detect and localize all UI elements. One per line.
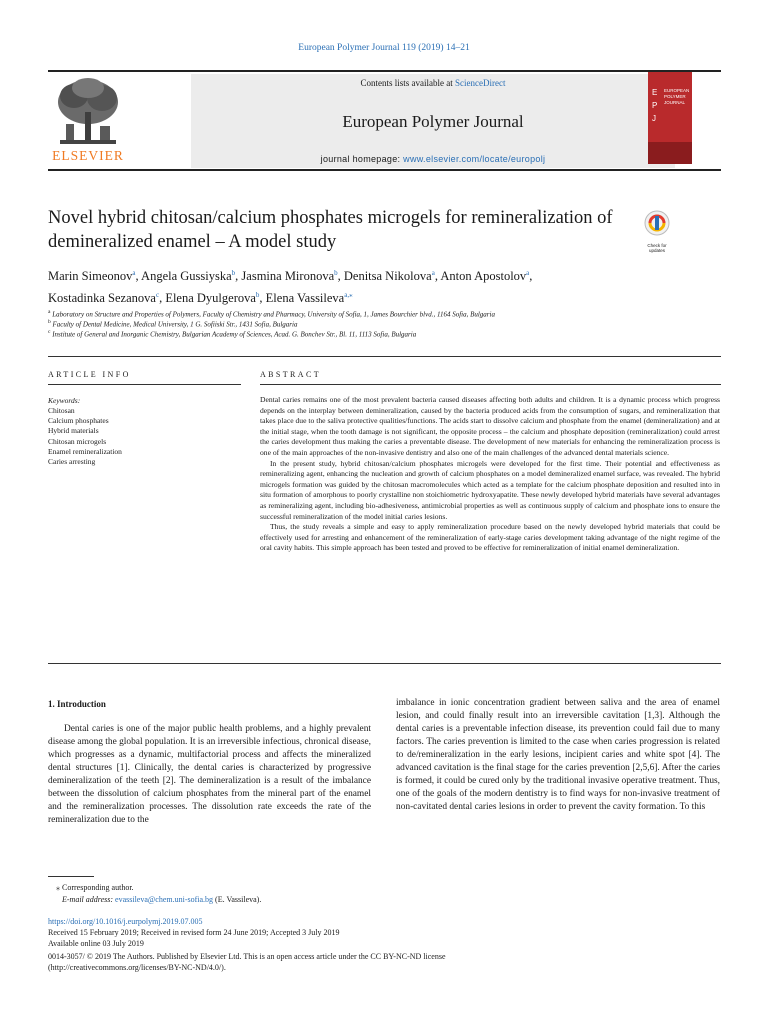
author — [344, 269, 435, 283]
author-name: Denitsa Nikolova — [343, 269, 432, 284]
contents-availability — [191, 78, 675, 88]
author — [440, 269, 529, 283]
footnote-rule — [48, 876, 94, 877]
article-info-heading: ARTICLE INFO — [48, 370, 131, 379]
author-list: Marin Simeonov$^a$, Angela Gussiyska$^b$, Jasmina Mironova$^b$, Denitsa Nikolova$^a$, Anton Apostolov$^a$, Kostadinka Sezanova$^c$, Elena Dyulgerova$^b$, Elena Vassileva$^{a,⁎}$ — [48, 269, 533, 306]
keyword: Hybrid materials — [48, 426, 99, 436]
keyword: Chitosan microgels — [48, 436, 107, 446]
abstract-paragraph: In the present study, hybrid chitosan/calcium phosphates microgels were developed for the first time. Their potential and effectiveness as remineralizing agent, enhancing the nucleation and growth of calcium phosphates on a model demineralized enamel surface, was revealed. The hybrid microgels formation was guided by the chitosan macromolecules which acted as a template for the calcium phosphate deposition and resulted into in situ formation of amorphous to poorly crystalline non stoichiometric hydroxyapatite. These newly developed hybrid materials have several advantages as remineralizing agent, including bio-adhesiveness, antimicrobial properties as well as continuous supply of calcium and phosphate ions to ensure the successful remineralization of the model initial caries lesions. — [260, 458, 720, 521]
author-name: Elena Vassileva — [265, 291, 345, 306]
cover-letter: E — [652, 88, 658, 97]
elsevier-tree-icon — [48, 76, 128, 152]
affiliation-marker: c — [48, 329, 51, 335]
author-name: Kostadinka Sezanova — [48, 291, 156, 306]
cover-letter: P — [652, 101, 658, 110]
masthead-top-rule — [48, 70, 721, 72]
received-dates: Received 15 February 2019; Received in revised form 24 June 2019; Accepted 3 July 2019 — [48, 928, 340, 937]
author — [48, 269, 135, 283]
keyword: Calcium phosphates — [48, 416, 109, 426]
homepage-link[interactable]: www.elsevier.com/locate/europolj — [403, 154, 546, 164]
email-suffix: (E. Vassileva). — [213, 895, 262, 904]
doi-link[interactable]: https://doi.org/10.1016/j.eurpolymj.2019.07.005 — [48, 917, 203, 926]
author-affiliation-link[interactable]: a — [132, 269, 136, 277]
homepage-prefix: journal homepage: — [320, 154, 404, 164]
section-divider — [48, 356, 721, 357]
masthead-banner — [191, 74, 675, 168]
author-name: Marin Simeonov — [48, 269, 133, 284]
check-for-updates-label: Check for updates — [647, 243, 667, 253]
journal-cover-thumbnail — [648, 72, 692, 164]
introduction-right-column — [396, 697, 720, 814]
check-for-updates-icon — [640, 210, 674, 238]
email-footnote — [62, 894, 261, 905]
journal-reference-link[interactable]: European Polymer Journal 119 (2019) 14–21 — [298, 43, 470, 53]
keyword-list — [48, 406, 122, 467]
author — [141, 269, 235, 283]
abstract-paragraph: Dental caries remains one of the most prevalent bacteria caused diseases affecting both adults and children. It is a dynamic process which progress depends on the interplay between demineralization, caused by the bacteria produced acids from the consumption of sugars, and remineralization that takes place due to the saliva protective qualities/functions. The acids start to dissolve calcium and phosphate from the enamel (demineralization) and at the initial stage, when the tooth damage is not significant, the opposite process – the calcium and phosphate deposition (remineralization) could arrest the caries development thus making the caries a preventable disease. The development of new materials for enhancing the remineralization process is one of the main approaches of the non-invasive dentistry and also one of the main challenges of the advanced dental materials science. — [260, 395, 720, 457]
sciencedirect-link[interactable]: ScienceDirect — [455, 78, 506, 88]
author-name: Jasmina Mironova — [241, 269, 335, 284]
email-label: E-mail address: — [62, 895, 116, 904]
cover-title: EUROPEAN POLYMER JOURNAL — [664, 88, 690, 105]
article-title: Novel hybrid chitosan/calcium phosphates microgels for remineralization of demineralized enamel – A model study — [48, 208, 613, 252]
corresponding-author-note: ⁎ Corresponding author. — [56, 883, 134, 892]
author-affiliation-link[interactable]: c — [155, 291, 160, 300]
contents-prefix: Contents lists available at — [360, 78, 455, 88]
author — [266, 291, 353, 305]
author-affiliation-link[interactable]: a — [431, 269, 435, 277]
affiliation-marker: b — [48, 319, 51, 325]
abstract-body — [260, 395, 720, 554]
author-affiliation-link[interactable]: b — [231, 269, 236, 277]
introduction-left-column — [48, 723, 371, 827]
abstract-paragraph: Thus, the study reveals a simple and easy to apply remineralization procedure based on the newly developed hybrid materials that could be effectively used for arresting and enhancement of the remineralization of early-stage caries development taking advantage of the night regime of the oral cavity habits. This simple approach has been tested and proved to be effective for remineralization of initial enamel demineralization. — [260, 522, 720, 553]
abstract-heading: ABSTRACT — [260, 370, 321, 379]
author-affiliation-link[interactable]: b — [334, 269, 338, 277]
introduction-heading: 1. Introduction — [48, 699, 106, 709]
affiliation-text: Laboratory on Structure and Properties of Polymers, Faculty of Chemistry and Pharmacy, University of Sofia, 1, James Bourchier blvd., 1164 Sofia, Bulgaria — [52, 310, 495, 319]
introduction-paragraph: imbalance in ionic concentration gradient between saliva and the area of enamel lesion, and could finally result into an irreversible cavitation [1,3]. Although the dental caries is a preventable infection disease, its prevention could fail due to many factors. The caries prevention is limited to the case when caries progression is related to de/remineralization in the early lesions, incipient caries and white spot [4]. The advanced cavitation is the final stage for the caries prevention [2,5,6]. After the caries is formed, it could be cured only by the traditional invasive operative treatment. Thus, one of the goals of the modern dentistry is to find ways for non-invasive treatment of non-cavitated dental caries lesions in order to prevent the cavity formation. To this — [396, 698, 720, 812]
journal-masthead — [48, 70, 721, 171]
keyword: Enamel remineralization — [48, 446, 122, 456]
license-line-2[interactable]: (http://creativecommons.org/licenses/BY-NC-ND/4.0/). — [48, 963, 226, 972]
check-for-updates-badge[interactable] — [640, 210, 674, 253]
affiliation-marker: a — [48, 309, 51, 315]
journal-homepage — [191, 154, 675, 164]
license-line-1: 0014-3057/ © 2019 The Authors. Published by Elsevier Ltd. This is an open access article under the CC BY-NC-ND license — [48, 952, 446, 961]
introduction-paragraph: Dental caries is one of the major public health problems, and a highly prevalent disease among the global population. It is an irreversible infectious, chronical disease, which progresses as a dynamic, multifactorial process and affects the mineralized dental structures [1]. Clinically, the dental caries is characterized by progressive demineralization of the teeth [2]. The demineralization is a result of the imbalance between the dissolution of calcium phosphates from the mineral part of the enamel and the remineralization processes. The dissolution rate exceeds the rate of the remineralization due to the — [48, 724, 371, 825]
author — [165, 291, 259, 305]
cover-band — [648, 142, 692, 164]
author-name: Angela Gussiyska — [141, 269, 232, 284]
author — [48, 291, 159, 305]
keywords-label: Keywords: — [48, 396, 81, 405]
email-link[interactable]: evassileva@chem.uni-sofia.bg — [115, 895, 214, 904]
affiliation-text: Faculty of Dental Medicine, Medical University, 1 G. Sofiiski Str., 1431 Sofia, Bulgaria — [52, 320, 298, 329]
affiliation-text: Institute of General and Inorganic Chemistry, Bulgarian Academy of Sciences, Acad. G. Bonchev Str., Bl. 11, 1113 Sofia, Bulgaria — [52, 330, 417, 339]
affiliation — [48, 327, 708, 339]
author-affiliation-link[interactable]: b — [255, 291, 260, 300]
abstract-rule — [260, 384, 721, 385]
author-name: Elena Dyulgerova — [165, 291, 256, 306]
keyword: Chitosan — [48, 406, 75, 415]
elsevier-wordmark: ELSEVIER — [52, 148, 124, 163]
journal-title: European Polymer Journal — [342, 112, 524, 131]
author-name: Anton Apostolov — [440, 269, 527, 284]
author-affiliation-link[interactable]: a — [526, 269, 530, 277]
abstract-bottom-rule — [48, 663, 721, 664]
cover-letters — [652, 86, 662, 125]
available-online: Available online 03 July 2019 — [48, 939, 144, 948]
keyword: Caries arresting — [48, 457, 96, 467]
author-affiliation-link[interactable]: a,⁎ — [344, 291, 353, 300]
masthead-bottom-rule — [48, 169, 721, 171]
article-info-rule — [48, 384, 241, 385]
cover-letter: J — [652, 114, 656, 123]
author — [241, 269, 337, 283]
